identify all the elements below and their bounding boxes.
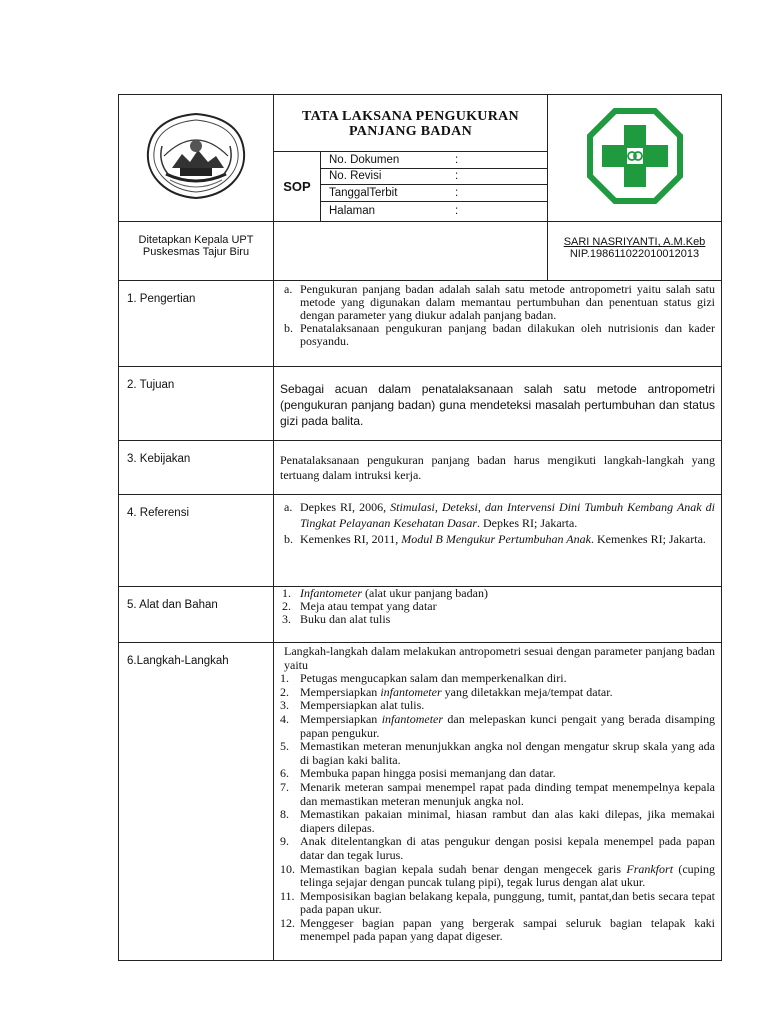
section-content — [274, 495, 722, 587]
list-item: 10. Memastikan bagian kepala sudah benar dengan mengecek garis Frankfort (cuping telinga sejajar dengan puncak tulang pipi), tegak lurus dengan alat ukur. — [280, 861, 715, 890]
document-title: TATA LAKSANA PENGUKURAN PANJANG BADAN — [302, 109, 519, 139]
list-item: 1. Petugas mengucapkan salam dan memperkenalkan diri. — [280, 671, 567, 686]
section-label: 6.Langkah-Langkah — [119, 643, 274, 961]
section-content: Sebagai acuan dalam penatalaksanaan salah satu metode antropometri (pengukuran panjang badan) guna mendeteksi masalah pertumbuhan dan status gizi pada balita. — [274, 367, 722, 441]
approval-left: Ditetapkan Kepala UPT Puskesmas Tajur Biru — [119, 222, 274, 281]
section-alat-bahan — [119, 587, 722, 643]
list-item: 7. Menarik meteran sampai menempel rapat pada dinding tempat menempelnya kepala dan memastikan meteran menunjuk angka nol. — [280, 779, 715, 808]
signatory-name: SARI NASRIYANTI, A.M.Keb — [563, 236, 706, 248]
puskesmas-logo-cell — [548, 95, 722, 222]
section-label: 5. Alat dan Bahan — [119, 587, 274, 643]
section-label: 3. Kebijakan — [119, 441, 274, 495]
field-no-revisi: No. Revisi : — [321, 169, 547, 186]
regency-logo-cell — [119, 95, 274, 222]
list-item: b. Kemenkes RI, 2011, Modul B Mengukur Pertumbuhan Anak. Kemenkes RI; Jakarta. — [284, 532, 706, 546]
section-label: 2. Tujuan — [119, 367, 274, 441]
list-item: 4. Mempersiapkan infantometer dan melepaskan kunci pengait yang berada disamping papan pengukur. — [280, 711, 715, 740]
sop-label: SOP — [274, 152, 321, 221]
list-item: 12. Menggeser bagian papan yang bergerak sampai seluruk bagian telapak kaki menempel pada papan yang dapat digeser. — [280, 915, 715, 944]
field-no-dokumen: No. Dokumen : — [321, 152, 547, 169]
list-item: 3. Buku dan alat tulis — [282, 612, 391, 626]
list-item: 6. Membuka papan hingga posisi memanjang dan datar. — [280, 766, 556, 781]
sop-document — [118, 94, 721, 961]
section-content: Penatalaksanaan pengukuran panjang badan harus mengikuti langkah-langkah yang tertuang dalam intruksi kerja. — [274, 441, 722, 495]
puskesmas-logo-icon — [586, 107, 684, 205]
approval-middle — [274, 222, 548, 281]
list-item: 11. Memposisikan bagian belakang kepala, punggung, tumit, pantat,dan betis secara tepat pada papan ukur. — [280, 888, 715, 917]
list-item: 9. Anak ditelentangkan di atas pengukur dengan posisi kepala menempel pada papan datar dan tegak lurus. — [280, 834, 715, 862]
list-item: a. Depkes RI, 2006, Stimulasi, Deteksi, dan Intervensi Dini Tumbuh Kembang Anak di Tingkat Pelayanan Kesehatan Dasar. Depkes RI; Jakarta. — [284, 500, 715, 530]
section-referensi — [119, 495, 722, 587]
section-content — [274, 587, 722, 643]
section-tujuan — [119, 367, 722, 441]
list-item: b. Penatalaksanaan pengukuran panjang badan dilakukan oleh nutrisionis dan kader posyandu. — [284, 321, 715, 348]
approval-right — [548, 222, 722, 281]
list-item: 8. Memastikan pakaian minimal, hiasan rambut dan alas kaki dilepas, jika memakai diapers dilepas. — [280, 807, 715, 835]
section-label: 1. Pengertian — [119, 281, 274, 367]
title-cell — [274, 95, 548, 222]
section-content — [274, 281, 722, 367]
langkah-intro: Langkah-langkah dalam melakukan antropometri sesuai dengan parameter panjang badan yaitu — [284, 644, 715, 672]
field-tanggal-terbit: TanggalTerbit : — [321, 185, 547, 202]
field-halaman: Halaman : — [329, 205, 459, 218]
list-item: 1. Infantometer (alat ukur panjang badan) — [282, 586, 488, 600]
list-item: 3. Mempersiapkan alat tulis. — [280, 698, 425, 713]
approval-row — [119, 222, 722, 281]
section-pengertian — [119, 281, 722, 367]
regency-emblem-icon — [142, 110, 250, 202]
signatory-nip: NIP.198611022010012013 — [569, 248, 700, 260]
sop-table — [118, 94, 722, 961]
list-item: 5. Memastikan meteran menunjukkan angka nol dengan mengatur skrup skala yang ada di bagian kaki balita. — [280, 739, 715, 767]
section-content — [274, 643, 722, 961]
list-item: 2. Mempersiapkan infantometer yang diletakkan meja/tempat datar. — [280, 684, 613, 699]
section-label: 4. Referensi — [119, 495, 274, 587]
list-item: a. Pengukuran panjang badan adalah salah satu metode antropometri yaitu salah satu metode yang digunakan dalam memantau pertumbuhan dan penentuan status gizi dengan parameter yang diukur adalah panjang badan. — [284, 282, 715, 322]
section-langkah — [119, 643, 722, 961]
header-row — [119, 95, 722, 222]
section-kebijakan — [119, 441, 722, 495]
list-item: 2. Meja atau tempat yang datar — [282, 599, 437, 613]
